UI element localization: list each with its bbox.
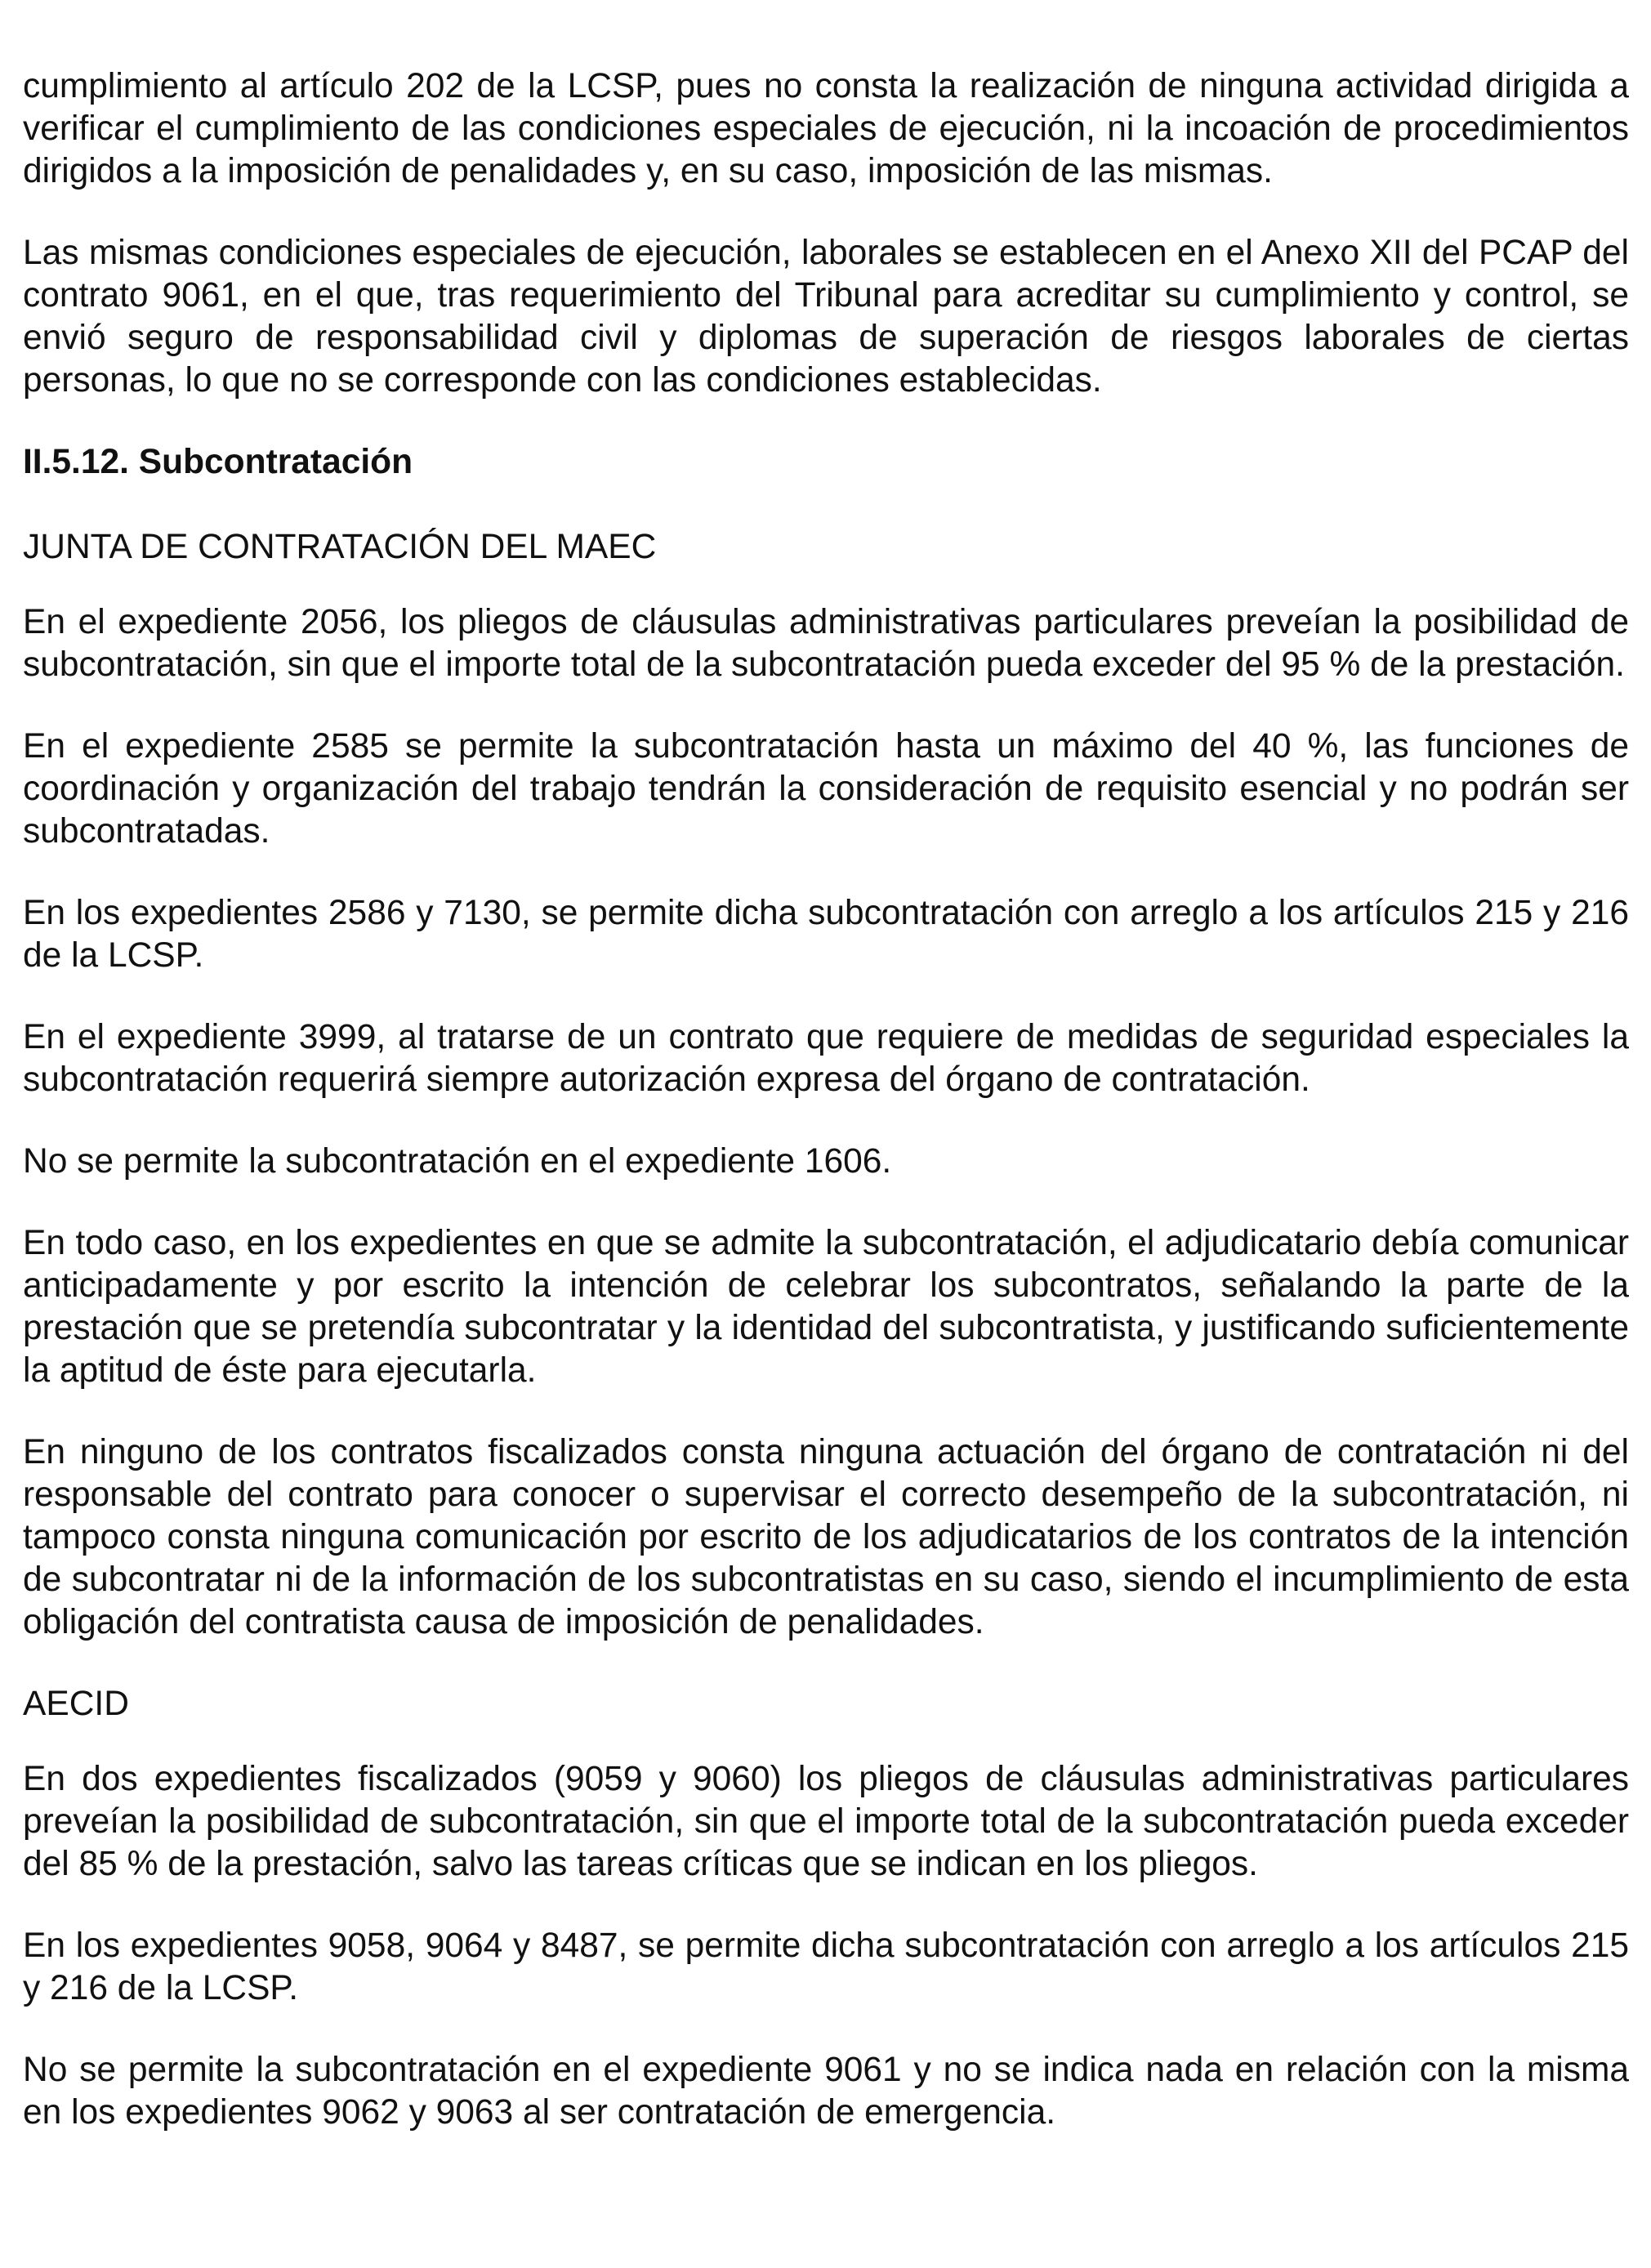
paragraph: En los expedientes 2586 y 7130, se permite dicha subcontratación con arreglo a los artículos 215 y 216 de la LCSP. — [23, 894, 1629, 975]
paragraph: En dos expedientes fiscalizados (9059 y 9060) los pliegos de cláusulas administrativas particulares preveían la posibilidad de subcontratación, sin que el importe total de la subcontratación pueda exceder del 85 % de la prestación, salvo las tareas críticas que se indican en los pliegos. — [23, 1760, 1629, 1883]
paragraph: En el expediente 2056, los pliegos de cláusulas administrativas particulares preveían la posibilidad de subcontratación, sin que el importe total de la subcontratación pueda exceder del 95 % de la prestación. — [23, 603, 1629, 684]
paragraph: En el expediente 3999, al tratarse de un contrato que requiere de medidas de seguridad especiales la subcontratación requerirá siempre autorización expresa del órgano de contratación. — [23, 1018, 1629, 1099]
document-page — [23, 65, 1629, 2173]
paragraph: En el expediente 2585 se permite la subcontratación hasta un máximo del 40 %, las funciones de coordinación y organización del trabajo tendrán la consideración de requisito esencial y no podrán ser subcontratadas. — [23, 727, 1629, 850]
paragraph: En ninguno de los contratos fiscalizados consta ninguna actuación del órgano de contratación ni del responsable del contrato para conocer o supervisar el correcto desempeño de la subcontratación, ni tampoco consta ninguna comunicación por escrito de los adjudicatarios de los contratos de la intención de subcontratar ni de la información de los subcontratistas en su caso, siendo el incumplimiento de esta obligación del contratista causa de imposición de penalidades. — [23, 1433, 1629, 1641]
paragraph: En los expedientes 9058, 9064 y 8487, se permite dicha subcontratación con arreglo a los artículos 215 y 216 de la LCSP. — [23, 1926, 1629, 2007]
paragraph: En todo caso, en los expedientes en que se admite la subcontratación, el adjudicatario debía comunicar anticipadamente y por escrito la intención de celebrar los subcontratos, señalando la parte de la prestación que se pretendía subcontratar y la identidad del subcontratista, y justificando suficientemente la aptitud de éste para ejecutarla. — [23, 1224, 1629, 1390]
paragraph: No se permite la subcontratación en el expediente 9061 y no se indica nada en relación con la misma en los expedientes 9062 y 9063 al ser contratación de emergencia. — [23, 2051, 1629, 2132]
paragraph: No se permite la subcontratación en el expediente 1606. — [23, 1142, 892, 1181]
section-label-maec: JUNTA DE CONTRATACIÓN DEL MAEC — [23, 528, 657, 566]
section-label-aecid: AECID — [23, 1685, 129, 1723]
paragraph: cumplimiento al artículo 202 de la LCSP, pues no consta la realización de ninguna actividad dirigida a verificar el cumplimiento de las condiciones especiales de ejecución, ni la incoación de procedimientos dirigidos a la imposición de penalidades y, en su caso, imposición de las mismas. — [23, 67, 1629, 190]
section-heading: II.5.12. Subcontratación — [23, 443, 413, 481]
paragraph: Las mismas condiciones especiales de ejecución, laborales se establecen en el Anexo XII del PCAP del contrato 9061, en el que, tras requerimiento del Tribunal para acreditar su cumplimiento y control, se envió seguro de responsabilidad civil y diplomas de superación de riesgos laborales de ciertas personas, lo que no se corresponde con las condiciones establecidas. — [23, 234, 1629, 400]
